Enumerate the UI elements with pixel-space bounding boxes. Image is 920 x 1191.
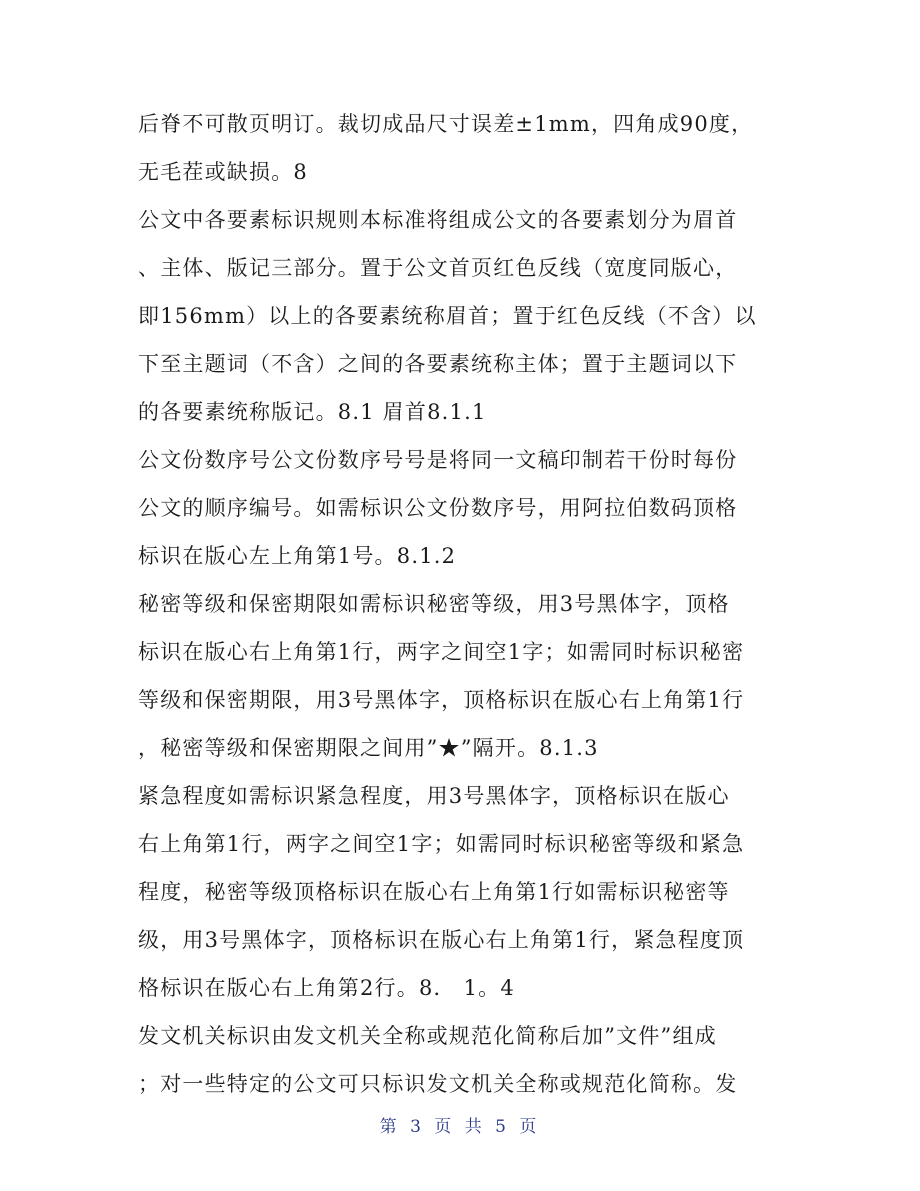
text-line: ，秘密等级和保密期限之间用”★”隔开。8.1.3 — [138, 736, 599, 760]
paragraph — [138, 580, 798, 772]
text-line: 公文份数序号公文份数序号号是将同一文稿印制若干份时每份 — [138, 448, 738, 472]
text-line: 的各要素统称版记。8.1 眉首8.1.1 — [138, 400, 487, 424]
paragraph — [138, 772, 798, 1012]
document-body — [138, 100, 798, 1108]
text-line: 标识在版心左上角第1号。8.1.2 — [138, 544, 457, 568]
text-line: 、主体、版记三部分。置于公文首页红色反线（宽度同版心， — [138, 256, 738, 280]
paragraph — [138, 436, 798, 580]
text-line: 等级和保密期限，用3号黑体字，顶格标识在版心右上角第1行 — [138, 688, 745, 712]
text-line: 程度，秘密等级顶格标识在版心右上角第1行如需标识秘密等 — [138, 880, 730, 904]
text-line: 级，用3号黑体字，顶格标识在版心右上角第1行，紧急程度顶 — [138, 928, 745, 952]
paragraph — [138, 196, 798, 436]
paragraph — [138, 100, 798, 196]
text-line: 标识在版心右上角第1行，两字之间空1字；如需同时标识秘密 — [138, 640, 745, 664]
text-line: 格标识在版心右上角第2行。8． 1。4 — [138, 976, 515, 1000]
text-line: 后脊不可散页明订。裁切成品尺寸误差±1mm，四角成90度， — [138, 112, 754, 136]
text-line: 紧急程度如需标识紧急程度，用3号黑体字，顶格标识在版心 — [138, 784, 730, 808]
text-line: 公文中各要素标识规则本标准将组成公文的各要素划分为眉首 — [138, 208, 738, 232]
paragraph — [138, 1012, 798, 1108]
text-line: 右上角第1行，两字之间空1字；如需同时标识秘密等级和紧急 — [138, 832, 745, 856]
text-line: 公文的顺序编号。如需标识公文份数序号，用阿拉伯数码顶格 — [138, 496, 738, 520]
text-line: 即156mm）以上的各要素统称眉首；置于红色反线（不含）以 — [138, 304, 757, 328]
text-line: 秘密等级和保密期限如需标识秘密等级，用3号黑体字，顶格 — [138, 592, 730, 616]
text-line: ；对一些特定的公文可只标识发文机关全称或规范化简称。发 — [138, 1072, 738, 1096]
page-footer: 第 3 页 共 5 页 — [379, 1117, 541, 1137]
text-line: 无毛茬或缺损。8 — [138, 160, 308, 184]
text-line: 下至主题词（不含）之间的各要素统称主体；置于主题词以下 — [138, 352, 738, 376]
text-line: 发文机关标识由发文机关全称或规范化简称后加”文件”组成 — [138, 1024, 717, 1048]
